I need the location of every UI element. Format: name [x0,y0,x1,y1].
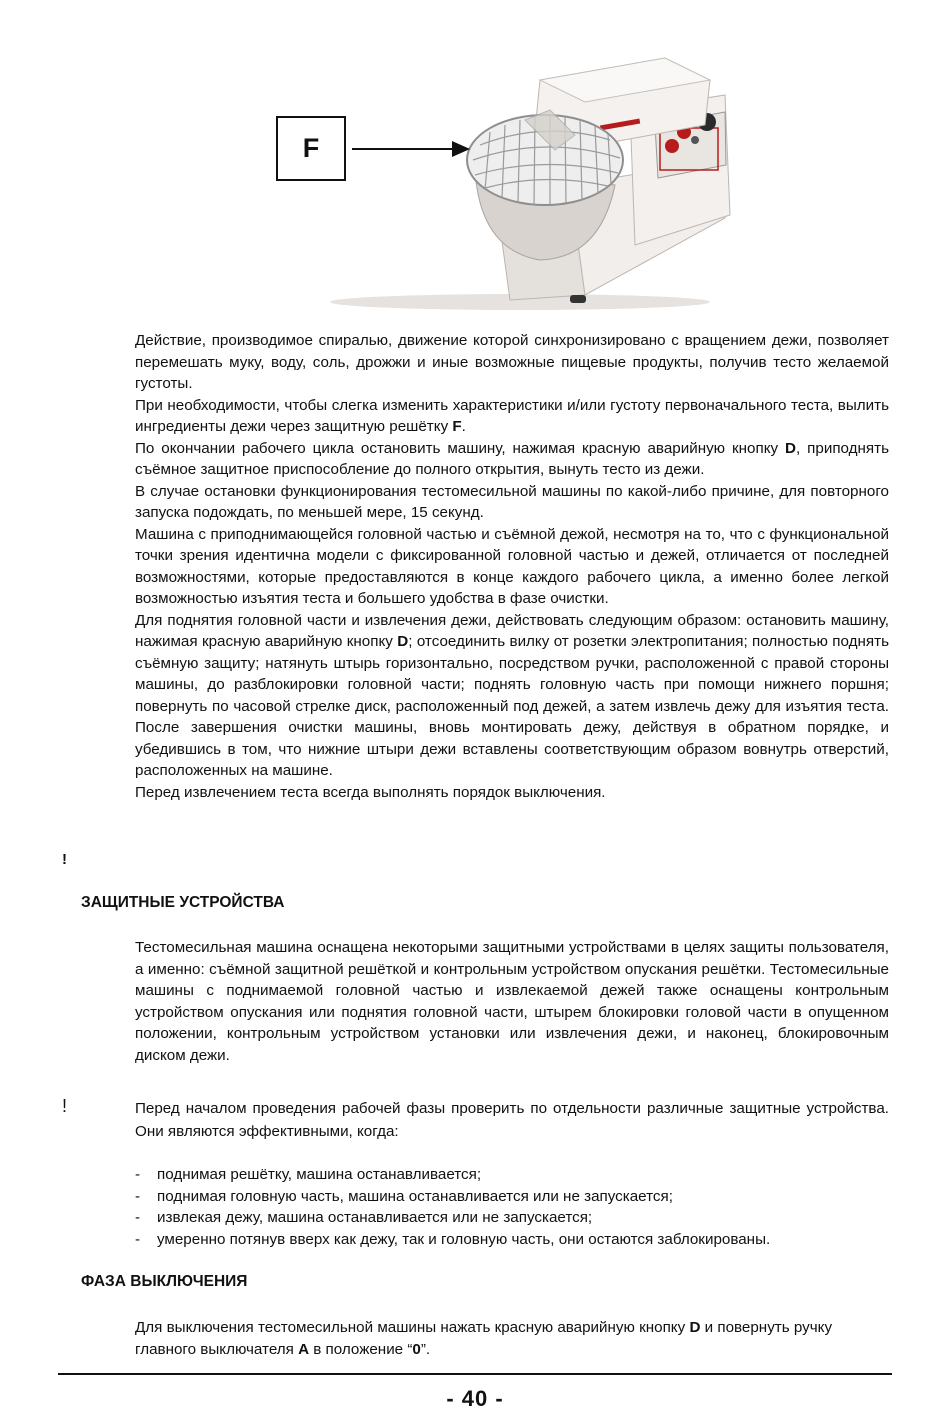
paragraph: Для поднятия головной части и извлечения дежи, действовать следующим образом: остановить машину, нажимая красную аварийную кнопку D; отсоединить вилку от розетки электропитания; полностью поднять съёмную защиту; натянуть штырь горизонтально, посредством ручки, расположенной с правой стороны машины, до разблокировки головной части; поднять головную часть при помощи нижнего поршня; повернуть по часовой стрелке диск, расположенный под дежей, а затем извлечь дежу для изъятия теста. После завершения очистки машины, вновь монтировать дежу, действуя в обратном порядке, и убедившись в том, что нижние штыри дежи вставлены соответствующим образом вовнутрь отверстий, расположенных на машине. [135,611,889,779]
list-item: - умеренно потянув вверх как дежу, так и головную часть, они остаются заблокированы. [135,1230,771,1248]
section-heading-safety: ЗАЩИТНЫЕ УСТРОЙСТВА [81,894,285,911]
paragraph: Для выключения тестомесильной машины нажать красную аварийную кнопку D и повернуть ручку главного выключателя A в положение “0”. [135,1319,833,1358]
warning-text: Перед извлечением теста всегда выполнять порядок выключения. [135,783,606,801]
list-item: - извлекая дежу, машина останавливается или не запускается; [135,1209,593,1226]
paragraph: По окончании рабочего цикла остановить машину, нажимая красную аварийную кнопку D, приподнять съёмное защитное приспособление до полного открытия, вынуть тесто из дежи. [135,439,889,478]
intro-text [135,330,889,803]
paragraph: Перед началом проведения рабочей фазы проверить по отдельности различные защитные устройства. Они являются эффективными, когда: [135,1100,889,1140]
paragraph: Действие, производимое спиралью, движение которой синхронизировано с вращением дежи, позволяет перемешать муку, воду, соль, дрожжи и иные возможные пищевые продукты, получив тесто желаемой густоты. [135,332,889,392]
safety-text [135,937,889,1066]
shutdown-text [135,1317,889,1360]
footer-divider [58,1373,892,1375]
paragraph: При необходимости, чтобы слегка изменить характеристики и/или густоту первоначального теста, вылить ингредиенты дежи через защитную решётку F. [135,396,889,435]
check-list [135,1164,895,1250]
warning-icon: ! [62,851,67,868]
warning-icon: ! [62,1096,68,1116]
paragraph: В случае остановки функционирования тестомесильной машины по какой-либо причине, для повторного запуска подождать, по меньшей мере, 15 секунд. [135,482,889,521]
warning-check-text [135,1097,889,1143]
callout-label-text: F [302,133,320,163]
section-heading-shutdown: ФАЗА ВЫКЛЮЧЕНИЯ [81,1273,248,1290]
list-item: - поднимая головную часть, машина останавливается или не запускается; [135,1187,673,1205]
page-number: - 40 - [446,1386,504,1411]
callout-label-f [276,116,346,181]
callout-arrow-icon [352,138,470,160]
paragraph: Машина с приподнимающейся головной частью и съёмной дежой, несмотря на то, что с функциональной точки зрения идентична модели с фиксированной головной частью и дежей, отличается от последней возможностями, которые предоставляются в конце каждого рабочего цикла, а именно более легкой возможностью изъятия теста и большего удобства в фазе очистки. [135,525,889,607]
paragraph: Тестомесильная машина оснащена некоторыми защитными устройствами в целях защиты пользователя, а именно: съёмной защитной решёткой и контрольным устройством опускания решётки. Тестомесильные машины с поднимаемой головной частью и извлекаемой дежей также оснащены контрольным устройством опускания или поднятия головной части, штырем блокировки головой части в опущенном положении, контрольным устройством установки или извлечения дежи, и наконец, блокировочным диском дежи. [135,939,889,1064]
list-item: - поднимая решётку, машина останавливается; [135,1166,482,1183]
